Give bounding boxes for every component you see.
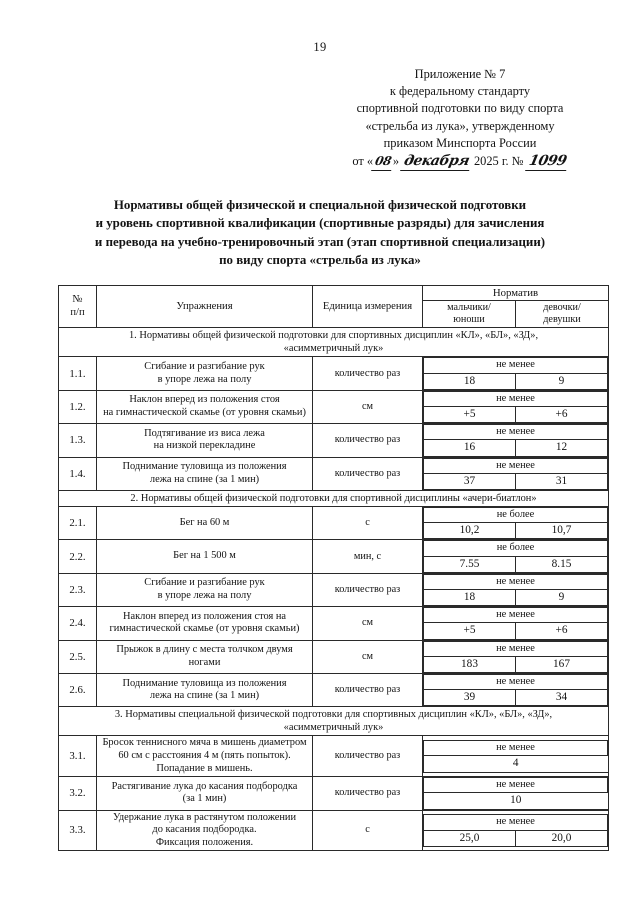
row-normative: [423, 640, 609, 673]
approval-line-2: к федеральному стандарту: [389, 84, 531, 99]
normative-value-boys: 183: [424, 656, 516, 672]
normative-limit: не менее: [424, 358, 608, 373]
normative-limit-row: [424, 641, 608, 656]
row-exercise: [97, 640, 313, 673]
normative-limit: не более: [424, 541, 608, 556]
table-row: [59, 777, 609, 810]
exercise-line1: Удержание лука в растянутом положении: [112, 811, 297, 823]
row-unit: см: [313, 390, 423, 423]
table-row: [59, 573, 609, 606]
header-exercise: Упражнения: [97, 286, 313, 328]
normative-limit: не менее: [424, 574, 608, 589]
normative-value-girls: 9: [516, 590, 608, 606]
row-exercise: [97, 607, 313, 640]
document-title: [34, 196, 606, 270]
row-unit: количество раз: [313, 674, 423, 707]
normative-values: [424, 473, 608, 489]
header-number-line1: №: [72, 294, 83, 306]
normative-limit-row: [424, 508, 608, 523]
exercise-line1: Сгибание и разгибание рук: [144, 577, 265, 589]
header-norm: Норматив: [423, 286, 609, 301]
exercise-line3: Фиксация положения.: [155, 836, 254, 848]
normative-value-boys: +5: [424, 407, 516, 423]
normative-limit: не менее: [424, 425, 608, 440]
normative-values: [424, 440, 608, 456]
normative-value-girls: +6: [516, 623, 608, 639]
row-unit: количество раз: [313, 424, 423, 457]
table-row: [59, 736, 609, 777]
normative-values: [424, 373, 608, 389]
normative-values: [424, 756, 608, 772]
exercise-line1: Растягивание лука до касания подбородка: [111, 780, 298, 792]
approval-line-1: Приложение № 7: [414, 67, 506, 81]
exercise-line1: Подтягивание из виса лежа: [144, 427, 265, 439]
normative-value-boys: 25,0: [424, 830, 516, 846]
normative-values: [424, 690, 608, 706]
row-exercise: [97, 573, 313, 606]
header-girls: [516, 301, 609, 328]
exercise-line1: Бег на 60 м: [179, 516, 230, 528]
approval-line-4: «стрельба из лука», утвержденному: [365, 118, 555, 133]
section-title-line2: «асимметричный лук»: [283, 343, 384, 355]
exercise-line1: Поднимание туловища из положения: [122, 461, 287, 473]
row-index: 1.2.: [59, 390, 97, 423]
standards-table: [58, 285, 609, 851]
exercise-line1: Прыжок в длину с места толчком двумя: [116, 644, 293, 656]
row-normative: [423, 777, 609, 810]
row-unit: мин, с: [313, 540, 423, 573]
normative-value-girls: 8.15: [516, 556, 608, 572]
normative-value-girls: 167: [516, 656, 608, 672]
section-title-line2: «асимметричный лук»: [283, 722, 384, 734]
normative-value-girls: 20,0: [516, 830, 608, 846]
header-number: [59, 286, 97, 328]
normative-limit-row: [424, 741, 608, 756]
row-index: 2.5.: [59, 640, 97, 673]
normative-value-boys: 10,2: [424, 523, 516, 539]
row-exercise: [97, 736, 313, 777]
date-prefix: от «: [352, 154, 374, 169]
normative-limit: не более: [424, 508, 608, 523]
header-unit: Единица измерения: [313, 286, 423, 328]
row-unit: количество раз: [313, 777, 423, 810]
title-line-2: и уровень спортивной квалификации (спортивные разряды) для зачисления: [95, 216, 545, 231]
normative-values: [424, 793, 608, 809]
table-row: [59, 424, 609, 457]
exercise-line1: Наклон вперед из положения стоя на: [122, 610, 287, 622]
row-exercise: [97, 810, 313, 851]
normative-value-girls: 10,7: [516, 523, 608, 539]
normative-value-girls: 12: [516, 440, 608, 456]
normative-value-boys: 18: [424, 590, 516, 606]
approval-line-5: приказом Минспорта России: [383, 135, 537, 150]
exercise-line2: гимнастической скамье (от уровня скамьи): [109, 623, 300, 635]
table-row: [59, 457, 609, 490]
normative-limit-row: [424, 675, 608, 690]
row-index: 1.1.: [59, 357, 97, 390]
row-index: 3.2.: [59, 777, 97, 810]
date-year: 2025 г. №: [473, 154, 524, 169]
normative-limit-row: [424, 778, 608, 793]
normative-limit: не менее: [424, 815, 608, 830]
title-line-3: и перевода на учебно-тренировочный этап (этап спортивной специализации): [94, 234, 546, 249]
exercise-line1: Поднимание туловища из положения: [122, 677, 287, 689]
row-unit: количество раз: [313, 573, 423, 606]
section-title-line1: 3. Нормативы специальной физической подготовки для спортивных дисциплин «КЛ», «БЛ», «ЗД»,: [114, 709, 553, 721]
normative-value-girls: 9: [516, 373, 608, 389]
exercise-line2: лежа на спине (за 1 мин): [149, 473, 260, 485]
row-exercise: [97, 507, 313, 540]
normative-values: [424, 830, 608, 846]
row-index: 2.2.: [59, 540, 97, 573]
normative-value-boys: 7.55: [424, 556, 516, 572]
exercise-line2: (за 1 мин): [182, 793, 227, 805]
row-normative: [423, 573, 609, 606]
section-header-row: [59, 328, 609, 357]
normative-value-merged: 4: [424, 756, 608, 772]
normative-limit-row: [424, 458, 608, 473]
section-title-line1: 1. Нормативы общей физической подготовки для спортивных дисциплин «КЛ», «БЛ», «ЗД»,: [128, 330, 539, 342]
table-row: [59, 540, 609, 573]
row-exercise: [97, 457, 313, 490]
row-normative: [423, 540, 609, 573]
row-index: 3.3.: [59, 810, 97, 851]
normative-limit: не менее: [424, 608, 608, 623]
normative-limit-row: [424, 358, 608, 373]
handwritten-day: 08: [371, 153, 395, 171]
table-body: [59, 328, 609, 851]
exercise-line2: на низкой перекладине: [153, 440, 256, 452]
row-unit: с: [313, 507, 423, 540]
header-girls-line1: девочки/: [543, 302, 581, 314]
table-row: [59, 810, 609, 851]
table-row: [59, 607, 609, 640]
row-exercise: [97, 540, 313, 573]
row-index: 1.4.: [59, 457, 97, 490]
header-girls-line2: девушки: [543, 314, 581, 326]
row-normative: [423, 674, 609, 707]
normative-limit: не менее: [424, 391, 608, 406]
exercise-line2: 60 см с расстояния 4 м (пять попыток).: [118, 750, 291, 762]
header-row-top: [59, 286, 609, 301]
section-title: [59, 328, 609, 357]
normative-value-boys: 39: [424, 690, 516, 706]
normative-value-girls: 31: [516, 473, 608, 489]
normative-limit-row: [424, 574, 608, 589]
table-row: [59, 357, 609, 390]
row-exercise: [97, 674, 313, 707]
section-header-row: [59, 491, 609, 507]
row-exercise: [97, 357, 313, 390]
normative-limit: не менее: [424, 641, 608, 656]
normative-limit: не менее: [424, 458, 608, 473]
header-boys: [423, 301, 516, 328]
normative-values: [424, 556, 608, 572]
row-unit: количество раз: [313, 736, 423, 777]
title-line-4: по виду спорта «стрельба из лука»: [219, 253, 421, 268]
row-unit: см: [313, 640, 423, 673]
handwritten-number: 1099: [525, 153, 570, 171]
row-index: 2.3.: [59, 573, 97, 606]
section-title: [59, 707, 609, 736]
exercise-line2: на гимнастической скамье (от уровня скамьи): [103, 407, 306, 419]
normative-values: [424, 407, 608, 423]
row-unit: количество раз: [313, 457, 423, 490]
approval-block: [300, 66, 620, 171]
exercise-line1: Сгибание и разгибание рук: [144, 361, 265, 373]
header-number-line2: п/п: [70, 306, 85, 318]
exercise-line2: в упоре лежа на полу: [157, 373, 252, 385]
handwritten-month: декабря: [400, 153, 473, 171]
row-normative: [423, 424, 609, 457]
row-index: 2.6.: [59, 674, 97, 707]
section-title-line1: 2. Нормативы общей физической подготовки для спортивной дисциплины «ачери-биатлон»: [130, 493, 537, 505]
normative-values: [424, 590, 608, 606]
normative-values: [424, 623, 608, 639]
row-index: 2.4.: [59, 607, 97, 640]
normative-limit: не менее: [424, 741, 608, 756]
table-row: [59, 674, 609, 707]
table-row: [59, 507, 609, 540]
normative-values: [424, 523, 608, 539]
row-unit: см: [313, 607, 423, 640]
row-normative: [423, 736, 609, 777]
row-normative: [423, 357, 609, 390]
row-exercise: [97, 390, 313, 423]
page-number: 19: [313, 40, 327, 54]
exercise-line1: Наклон вперед из положения стоя: [129, 394, 280, 406]
exercise-line1: Бросок теннисного мяча в мишень диаметром: [102, 737, 307, 749]
row-normative: [423, 457, 609, 490]
exercise-line3: Попадание в мишень.: [156, 762, 253, 774]
row-normative: [423, 390, 609, 423]
row-index: 3.1.: [59, 736, 97, 777]
title-line-1: Нормативы общей физической и специальной физической подготовки: [113, 198, 527, 212]
section-header-row: [59, 707, 609, 736]
table-row: [59, 640, 609, 673]
row-normative: [423, 810, 609, 851]
exercise-line2: в упоре лежа на полу: [157, 590, 252, 602]
normative-limit: не менее: [424, 778, 608, 793]
section-title: [59, 491, 609, 507]
row-unit: количество раз: [313, 357, 423, 390]
date-quote-close: »: [392, 154, 400, 169]
normative-value-boys: 16: [424, 440, 516, 456]
table-header: [59, 286, 609, 328]
row-normative: [423, 507, 609, 540]
normative-limit-row: [424, 425, 608, 440]
row-normative: [423, 607, 609, 640]
header-boys-line2: юноши: [453, 314, 485, 326]
exercise-line2: ногами: [188, 656, 221, 668]
row-exercise: [97, 777, 313, 810]
normative-value-girls: 34: [516, 690, 608, 706]
approval-line-3: спортивной подготовки по виду спорта: [356, 101, 564, 116]
approval-date-line: [300, 153, 620, 171]
normative-limit-row: [424, 391, 608, 406]
normative-value-boys: 18: [424, 373, 516, 389]
exercise-line2: до касания подбородка.: [152, 824, 257, 836]
row-unit: с: [313, 810, 423, 851]
table-row: [59, 390, 609, 423]
normative-limit-row: [424, 608, 608, 623]
normative-value-boys: +5: [424, 623, 516, 639]
exercise-line2: лежа на спине (за 1 мин): [149, 690, 260, 702]
row-index: 1.3.: [59, 424, 97, 457]
row-index: 2.1.: [59, 507, 97, 540]
normative-limit: не менее: [424, 675, 608, 690]
row-exercise: [97, 424, 313, 457]
header-boys-line1: мальчики/: [447, 302, 491, 314]
normative-limit-row: [424, 815, 608, 830]
normative-limit-row: [424, 541, 608, 556]
normative-value-merged: 10: [424, 793, 608, 809]
normative-values: [424, 656, 608, 672]
normative-value-girls: +6: [516, 407, 608, 423]
exercise-line1: Бег на 1 500 м: [173, 550, 236, 562]
normative-value-boys: 37: [424, 473, 516, 489]
